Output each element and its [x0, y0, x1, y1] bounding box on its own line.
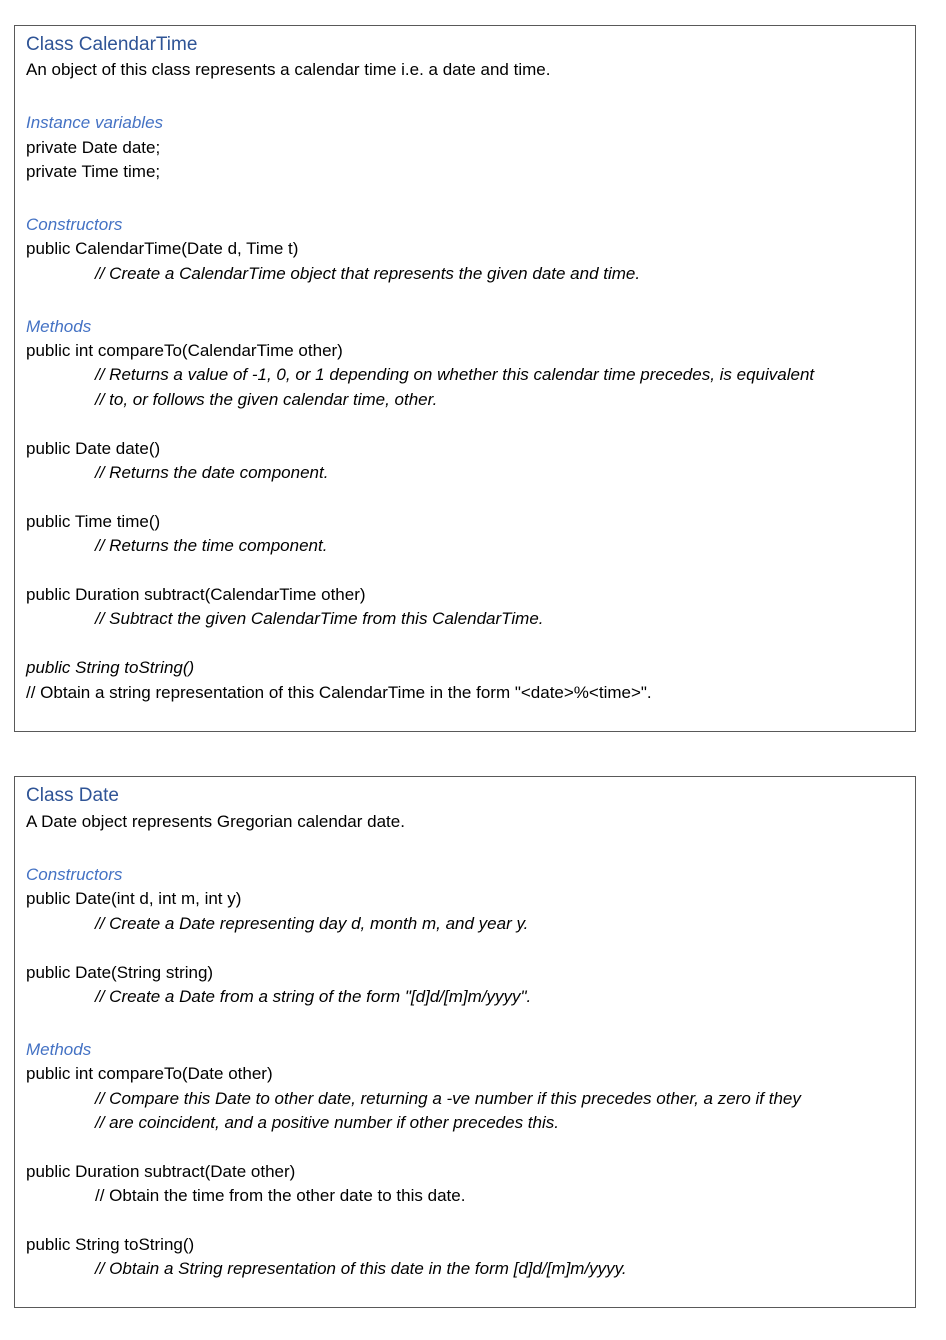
method-comment-compareto: // Compare this Date to other date, returning a -ve number if this precedes other, a zero if they [95, 1089, 801, 1108]
method-signature-date: public Date date() [26, 439, 161, 458]
method-comment-subtract: // Subtract the given CalendarTime from this CalendarTime. [95, 609, 544, 628]
constructor-signature: public Date(String string) [26, 963, 214, 982]
date-class-box [14, 776, 916, 1308]
method-comment-compareto: // to, or follows the given calendar time, other. [95, 390, 438, 409]
instance-variable: private Date date; [26, 138, 161, 157]
class-title: Class CalendarTime [26, 34, 198, 55]
constructor-comment: // Create a CalendarTime object that represents the given date and time. [95, 264, 641, 283]
method-signature-compareto: public int compareTo(Date other) [26, 1064, 273, 1083]
method-comment-date: // Returns the date component. [95, 463, 329, 482]
calendar-time-class-box [14, 25, 916, 732]
class-title: Class Date [26, 785, 119, 806]
instance-variable: private Time time; [26, 162, 161, 181]
method-signature-time: public Time time() [26, 512, 161, 531]
instance-variables-heading: Instance variables [26, 113, 164, 132]
constructor-comment: // Create a Date representing day d, month m, and year y. [95, 914, 529, 933]
method-comment-time: // Returns the time component. [95, 536, 328, 555]
constructor-comment: // Create a Date from a string of the form "[d]d/[m]m/yyyy". [95, 987, 532, 1006]
method-signature-tostring: public String toString() [26, 1235, 195, 1254]
methods-heading: Methods [26, 317, 92, 336]
method-signature-subtract: public Duration subtract(CalendarTime other) [26, 585, 366, 604]
constructors-heading: Constructors [26, 865, 123, 884]
method-comment-compareto: // are coincident, and a positive number if other precedes this. [95, 1113, 559, 1132]
methods-heading: Methods [26, 1040, 92, 1059]
method-comment-subtract: // Obtain the time from the other date to this date. [95, 1186, 466, 1205]
constructor-signature: public Date(int d, int m, int y) [26, 889, 242, 908]
constructors-heading: Constructors [26, 215, 123, 234]
method-comment-tostring: // Obtain a String representation of this date in the form [d]d/[m]m/yyyy. [95, 1259, 627, 1278]
method-comment-tostring: // Obtain a string representation of this CalendarTime in the form "<date>%<time>". [26, 683, 652, 702]
method-signature-subtract: public Duration subtract(Date other) [26, 1162, 296, 1181]
method-signature-compareto: public int compareTo(CalendarTime other) [26, 341, 343, 360]
method-comment-compareto: // Returns a value of -1, 0, or 1 depending on whether this calendar time precedes, is equivalent [95, 365, 815, 384]
method-signature-tostring: public String toString() [26, 658, 195, 677]
constructor-signature: public CalendarTime(Date d, Time t) [26, 239, 299, 258]
class-description: An object of this class represents a calendar time i.e. a date and time. [26, 60, 551, 79]
class-description: A Date object represents Gregorian calendar date. [26, 812, 405, 831]
